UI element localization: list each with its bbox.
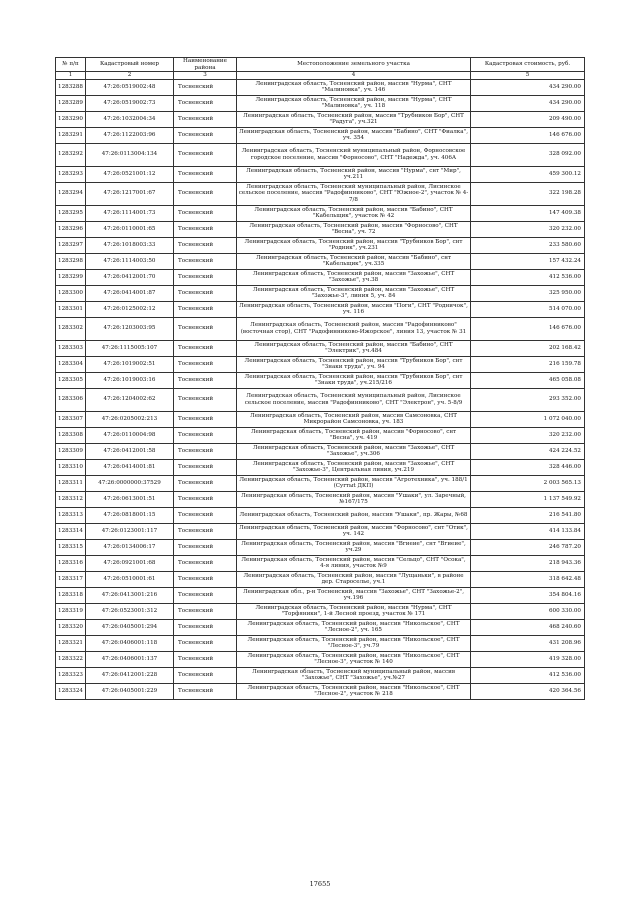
- table-row: [56, 166, 585, 182]
- district-name: Тосненский: [174, 411, 237, 427]
- row-number: 1283321: [56, 635, 86, 651]
- land-location: Ленинградская область, Тосненский район, массив "Нурма", СНТ "Торфяники", 1-й Лесной проезд, участок № 171: [237, 603, 471, 619]
- cadastral-number: 47:26:0523001:312: [86, 603, 174, 619]
- row-number: 1283300: [56, 285, 86, 301]
- cadastral-number: 47:26:0110001:65: [86, 221, 174, 237]
- cadastral-cost: 2 003 565.13: [471, 475, 585, 491]
- document-page: [55, 57, 584, 700]
- cadastral-number: 47:26:1032004:34: [86, 111, 174, 127]
- land-location: Ленинградская область, Тосненский муниципальный район, Форносовское городское поселение, массив "Форносово", СНТ "Надежда", уч. 406А: [237, 143, 471, 166]
- table-row: [56, 491, 585, 507]
- row-number: 1283319: [56, 603, 86, 619]
- district-name: Тосненский: [174, 491, 237, 507]
- cadastral-cost: 434 290.00: [471, 95, 585, 111]
- row-number: 1283315: [56, 539, 86, 555]
- cadastral-cost: 233 580.60: [471, 237, 585, 253]
- district-name: Тосненский: [174, 539, 237, 555]
- row-number: 1283324: [56, 683, 86, 699]
- cadastral-number: 47:26:1018003:33: [86, 237, 174, 253]
- table-row: [56, 127, 585, 143]
- row-number: 1283297: [56, 237, 86, 253]
- table-row: [56, 443, 585, 459]
- row-number: 1283308: [56, 427, 86, 443]
- cadastral-number: 47:26:0000000:37529: [86, 475, 174, 491]
- table-row: [56, 523, 585, 539]
- district-name: Тосненский: [174, 427, 237, 443]
- land-location: Ленинградская область, Тосненский район, массив "Агротехника", уч. 188/1 (Cyrтыt ДКП): [237, 475, 471, 491]
- land-location: Ленинградская область, Тосненский район, массив "Сельцо", СНТ "Осока", 4-я линия, участок №9: [237, 555, 471, 571]
- land-location: Ленинградская область, Тосненский район, массив "Бабино", СНТ "Фиалка", уч. 354: [237, 127, 471, 143]
- land-location: Ленинградская область, Тосненский район, массив "Ушаки", ул. Заречный, №167/175: [237, 491, 471, 507]
- land-location: Ленинградская область, Тосненский район, массив "Нурма", снт "Мир", уч.211: [237, 166, 471, 182]
- table-row: [56, 285, 585, 301]
- cadastral-number: 47:26:0405001:294: [86, 619, 174, 635]
- cadastral-number: 47:26:1204002:62: [86, 388, 174, 411]
- row-number: 1283310: [56, 459, 86, 475]
- row-number: 1283316: [56, 555, 86, 571]
- cadastral-cost: 419 328.00: [471, 651, 585, 667]
- header-cell: Кадастровая стоимость, руб.: [471, 58, 585, 72]
- row-number: 1283298: [56, 253, 86, 269]
- land-location: Ленинградская область, Тосненский район, массив Самсоновка, СНТ Микрорайон Самсоновка, уч. 183: [237, 411, 471, 427]
- table-row: [56, 619, 585, 635]
- cadastral-cost: 431 208.96: [471, 635, 585, 651]
- land-location: Ленинградская область, Тосненский район, массив "Ушаки", пр. Жары, №68: [237, 507, 471, 523]
- table-row: [56, 411, 585, 427]
- cadastral-cost: 420 364.56: [471, 683, 585, 699]
- row-number: 1283307: [56, 411, 86, 427]
- cadastral-cost: 216 541.80: [471, 507, 585, 523]
- land-location: Ленинградская область, Тосненский район, массив "Форносово", снт "Весна", уч. 419: [237, 427, 471, 443]
- cadastral-cost: 412 536.00: [471, 269, 585, 285]
- table-row: [56, 667, 585, 683]
- cadastral-number: 47:26:0113004:134: [86, 143, 174, 166]
- table-row: [56, 372, 585, 388]
- cadastral-number: 47:26:1217001:67: [86, 182, 174, 205]
- table-row: [56, 635, 585, 651]
- cadastral-cost: 424 224.52: [471, 443, 585, 459]
- land-location: Ленинградская область, Тосненский район, массив "Никольское", СНТ "Лесное-3", уч.79: [237, 635, 471, 651]
- cadastral-number: 47:26:0123001:117: [86, 523, 174, 539]
- land-location: Ленинградская область, Тосненский район, массив "Бабино", СНТ "Электрик", уч.484: [237, 340, 471, 356]
- table-row: [56, 269, 585, 285]
- cadastral-number: 47:26:1019002:51: [86, 356, 174, 372]
- table-row: [56, 587, 585, 603]
- row-number: 1283318: [56, 587, 86, 603]
- district-name: Тосненский: [174, 372, 237, 388]
- cadastral-cost: 412 536.00: [471, 667, 585, 683]
- cadastral-cost: 146 676.00: [471, 127, 585, 143]
- header-cell: Наименование района: [174, 58, 237, 72]
- cadastral-cost: 514 070.00: [471, 301, 585, 317]
- cadastral-number: 47:26:0412001:58: [86, 443, 174, 459]
- district-name: Тосненский: [174, 285, 237, 301]
- column-number: 1: [56, 72, 86, 80]
- land-location: Ленинградская область, Тосненский район, массив "Захожье", СНТ "Захожье", уч.38: [237, 269, 471, 285]
- district-name: Тосненский: [174, 667, 237, 683]
- land-location: Ленинградская область, Тосненский район, массив "Никольское", СНТ "Лесное-3", участок № 140: [237, 651, 471, 667]
- cadastral-number: 47:26:0519002:48: [86, 79, 174, 95]
- cadastral-number: 47:26:0134006:17: [86, 539, 174, 555]
- cadastral-cost: 325 950.00: [471, 285, 585, 301]
- header-cell: Кадастровый номер: [86, 58, 174, 72]
- table-row: [56, 603, 585, 619]
- row-number: 1283309: [56, 443, 86, 459]
- row-number: 1283323: [56, 667, 86, 683]
- land-location: Ленинградская область, Тосненский район, массив "Трубников Бор", снт "Знаки труда", уч.215/216: [237, 372, 471, 388]
- row-number: 1283295: [56, 205, 86, 221]
- cadastral-number: 47:26:0519002:73: [86, 95, 174, 111]
- cadastral-table: [55, 57, 585, 700]
- land-location: Ленинградская область, Тосненский муниципальный район, массив "Захожье", СНТ "Захожье", уч.№27: [237, 667, 471, 683]
- district-name: Тосненский: [174, 555, 237, 571]
- cadastral-number: 47:26:0205002:213: [86, 411, 174, 427]
- district-name: Тосненский: [174, 587, 237, 603]
- cadastral-cost: 246 787.20: [471, 539, 585, 555]
- cadastral-cost: 202 168.42: [471, 340, 585, 356]
- district-name: Тосненский: [174, 166, 237, 182]
- district-name: Тосненский: [174, 459, 237, 475]
- land-location: Ленинградская область, Тосненский район, массив "Нурма", СНТ "Малиновка", уч. 118: [237, 95, 471, 111]
- row-number: 1283289: [56, 95, 86, 111]
- row-number: 1283293: [56, 166, 86, 182]
- district-name: Тосненский: [174, 388, 237, 411]
- cadastral-cost: 468 240.60: [471, 619, 585, 635]
- cadastral-cost: 318 642.48: [471, 571, 585, 587]
- district-name: Тосненский: [174, 356, 237, 372]
- table-body: [56, 79, 585, 699]
- row-number: 1283296: [56, 221, 86, 237]
- row-number: 1283304: [56, 356, 86, 372]
- cadastral-number: 47:26:0405001:229: [86, 683, 174, 699]
- district-name: Тосненский: [174, 79, 237, 95]
- cadastral-number: 47:26:1019003:16: [86, 372, 174, 388]
- land-location: Ленинградская область, Тосненский район, массив "Лущаньки", в районе дер. Староселье, уч.1: [237, 571, 471, 587]
- column-number-row: [56, 72, 585, 80]
- district-name: Тосненский: [174, 237, 237, 253]
- district-name: Тосненский: [174, 317, 237, 340]
- row-number: 1283292: [56, 143, 86, 166]
- cadastral-cost: 322 198.28: [471, 182, 585, 205]
- cadastral-cost: 216 159.78: [471, 356, 585, 372]
- cadastral-number: 47:26:0413001:216: [86, 587, 174, 603]
- table-row: [56, 253, 585, 269]
- table-row: [56, 539, 585, 555]
- table-row: [56, 427, 585, 443]
- district-name: Тосненский: [174, 253, 237, 269]
- row-number: 1283294: [56, 182, 86, 205]
- table-row: [56, 683, 585, 699]
- cadastral-number: 47:26:0406001:137: [86, 651, 174, 667]
- land-location: Ленинградская область, Тосненский район, массив "Трубников Бор", СНТ "Радуга", уч.321: [237, 111, 471, 127]
- district-name: Тосненский: [174, 221, 237, 237]
- cadastral-cost: 328 446.00: [471, 459, 585, 475]
- cadastral-cost: 1 137 549.92: [471, 491, 585, 507]
- table-row: [56, 79, 585, 95]
- land-location: Ленинградская область, Тосненский район, массив "Вгиеие", снт "Вгиеие", уч.29: [237, 539, 471, 555]
- column-number: 2: [86, 72, 174, 80]
- column-number: 5: [471, 72, 585, 80]
- row-number: 1283320: [56, 619, 86, 635]
- district-name: Тосненский: [174, 182, 237, 205]
- row-number: 1283312: [56, 491, 86, 507]
- cadastral-cost: 354 804.16: [471, 587, 585, 603]
- land-location: Ленинградская область, Тосненский район, массив "Поги", СНТ "Родничок", уч. 116: [237, 301, 471, 317]
- cadastral-number: 47:26:0406001:118: [86, 635, 174, 651]
- district-name: Тосненский: [174, 683, 237, 699]
- district-name: Тосненский: [174, 603, 237, 619]
- land-location: Ленинградская область, Тосненский район, массив "Захожье", СНТ "Захожье-3", линия 5, уч. 84: [237, 285, 471, 301]
- cadastral-cost: 600 330.00: [471, 603, 585, 619]
- row-number: 1283305: [56, 372, 86, 388]
- cadastral-number: 47:26:0412001:228: [86, 667, 174, 683]
- land-location: Ленинградская область, Тосненский район, массив "Форносово", СНТ "Весна", уч. 72: [237, 221, 471, 237]
- land-location: Ленинградская область, Тосненский район, массив "Трубников Бор", снт "Родник", уч.231: [237, 237, 471, 253]
- cadastral-cost: 147 409.38: [471, 205, 585, 221]
- table-row: [56, 340, 585, 356]
- header-cell: Местоположение земельного участка: [237, 58, 471, 72]
- row-number: 1283290: [56, 111, 86, 127]
- row-number: 1283303: [56, 340, 86, 356]
- cadastral-number: 47:26:0521001:12: [86, 166, 174, 182]
- district-name: Тосненский: [174, 340, 237, 356]
- district-name: Тосненский: [174, 475, 237, 491]
- table-row: [56, 459, 585, 475]
- land-location: Ленинградская обл., р-н Тосненский, массив "Захожье", СНТ "Захожье-2", уч.196: [237, 587, 471, 603]
- table-row: [56, 301, 585, 317]
- row-number: 1283313: [56, 507, 86, 523]
- district-name: Тосненский: [174, 301, 237, 317]
- row-number: 1283288: [56, 79, 86, 95]
- district-name: Тосненский: [174, 95, 237, 111]
- cadastral-cost: 414 133.84: [471, 523, 585, 539]
- table-row: [56, 143, 585, 166]
- land-location: Ленинградская область, Тосненский район, массив "Никольское", СНТ "Лесное-2", уч. 165: [237, 619, 471, 635]
- district-name: Тосненский: [174, 507, 237, 523]
- table-row: [56, 317, 585, 340]
- district-name: Тосненский: [174, 523, 237, 539]
- cadastral-number: 47:26:0414001:87: [86, 285, 174, 301]
- district-name: Тосненский: [174, 571, 237, 587]
- cadastral-number: 47:26:0818001:15: [86, 507, 174, 523]
- cadastral-cost: 1 072 040.00: [471, 411, 585, 427]
- district-name: Тосненский: [174, 651, 237, 667]
- land-location: Ленинградская область, Тосненский район, массив "Форносово", снт "Отик", уч. 142: [237, 523, 471, 539]
- table-row: [56, 388, 585, 411]
- table-row: [56, 205, 585, 221]
- land-location: Ленинградская область, Тосненский муниципальный район, Лисинское сельское поселение, массив "Радофинниково", СНТ "Электрон", уч. 5-8/9: [237, 388, 471, 411]
- column-number: 4: [237, 72, 471, 80]
- row-number: 1283306: [56, 388, 86, 411]
- district-name: Тосненский: [174, 619, 237, 635]
- district-name: Тосненский: [174, 111, 237, 127]
- district-name: Тосненский: [174, 269, 237, 285]
- table-row: [56, 111, 585, 127]
- cadastral-cost: 320 232.00: [471, 221, 585, 237]
- table-row: [56, 555, 585, 571]
- cadastral-number: 47:26:0510001:61: [86, 571, 174, 587]
- district-name: Тосненский: [174, 143, 237, 166]
- row-number: 1283322: [56, 651, 86, 667]
- cadastral-number: 47:26:1114001:73: [86, 205, 174, 221]
- cadastral-cost: 293 352.00: [471, 388, 585, 411]
- column-number: 3: [174, 72, 237, 80]
- land-location: Ленинградская область, Тосненский район, массив "Захожье", СНТ "Захожье-3", Центральная линия, уч.219: [237, 459, 471, 475]
- district-name: Тосненский: [174, 443, 237, 459]
- cadastral-number: 47:26:0110004:98: [86, 427, 174, 443]
- land-location: Ленинградская область, Тосненский район, массив "Трубников Бор", снт "Знаки труда", уч. 94: [237, 356, 471, 372]
- row-number: 1283291: [56, 127, 86, 143]
- cadastral-number: 47:26:0125002:12: [86, 301, 174, 317]
- district-name: Тосненский: [174, 635, 237, 651]
- cadastral-cost: 218 943.36: [471, 555, 585, 571]
- cadastral-number: 47:26:0412001:70: [86, 269, 174, 285]
- table-row: [56, 651, 585, 667]
- cadastral-number: 47:26:1115005:107: [86, 340, 174, 356]
- row-number: 1283301: [56, 301, 86, 317]
- table-row: [56, 237, 585, 253]
- row-number: 1283311: [56, 475, 86, 491]
- cadastral-number: 47:26:0613001:51: [86, 491, 174, 507]
- cadastral-cost: 459 300.12: [471, 166, 585, 182]
- row-number: 1283299: [56, 269, 86, 285]
- cadastral-cost: 320 232.00: [471, 427, 585, 443]
- land-location: Ленинградская область, Тосненский район, массив "Захожье", СНТ "Захожье", уч.306: [237, 443, 471, 459]
- cadastral-number: 47:26:0414001:81: [86, 459, 174, 475]
- cadastral-number: 47:26:1114003:50: [86, 253, 174, 269]
- row-number: 1283314: [56, 523, 86, 539]
- land-location: Ленинградская область, Тосненский район, массив "Радофинниково" (восточная стор), СНТ "Радофинниково-Ижорское", линия 13, участок № 31: [237, 317, 471, 340]
- cadastral-number: 47:26:1203003:95: [86, 317, 174, 340]
- row-number: 1283317: [56, 571, 86, 587]
- district-name: Тосненский: [174, 127, 237, 143]
- cadastral-cost: 434 290.00: [471, 79, 585, 95]
- row-number: 1283302: [56, 317, 86, 340]
- land-location: Ленинградская область, Тосненский район, массив "Нурма", СНТ "Малиновка", уч. 146: [237, 79, 471, 95]
- cadastral-number: 47:26:0921001:68: [86, 555, 174, 571]
- land-location: Ленинградская область, Тосненский район, массив "Бабино", снт "Кабельщик", уч.335: [237, 253, 471, 269]
- cadastral-cost: 146 676.00: [471, 317, 585, 340]
- table-row: [56, 182, 585, 205]
- table-row: [56, 571, 585, 587]
- page-number: 17655: [309, 880, 331, 888]
- cadastral-cost: 209 490.00: [471, 111, 585, 127]
- land-location: Ленинградская область, Тосненский район, массив "Бабино", СНТ "Кабельщик", участок № 42: [237, 205, 471, 221]
- land-location: Ленинградская область, Тосненский муниципальный район, Лисинское сельское поселение, массив "Радофинниково", СНТ "Южное-2", участок № 4-7/8: [237, 182, 471, 205]
- table-row: [56, 356, 585, 372]
- land-location: Ленинградская область, Тосненский район, массив "Никольское", СНТ "Лесное-2", участок № 218: [237, 683, 471, 699]
- header-cell: № п/п: [56, 58, 86, 72]
- district-name: Тосненский: [174, 205, 237, 221]
- table-row: [56, 95, 585, 111]
- cadastral-number: 47:26:1122003:96: [86, 127, 174, 143]
- header-row: [56, 58, 585, 72]
- cadastral-cost: 328 092.00: [471, 143, 585, 166]
- table-row: [56, 221, 585, 237]
- cadastral-cost: 465 058.08: [471, 372, 585, 388]
- cadastral-cost: 157 432.24: [471, 253, 585, 269]
- table-row: [56, 475, 585, 491]
- table-row: [56, 507, 585, 523]
